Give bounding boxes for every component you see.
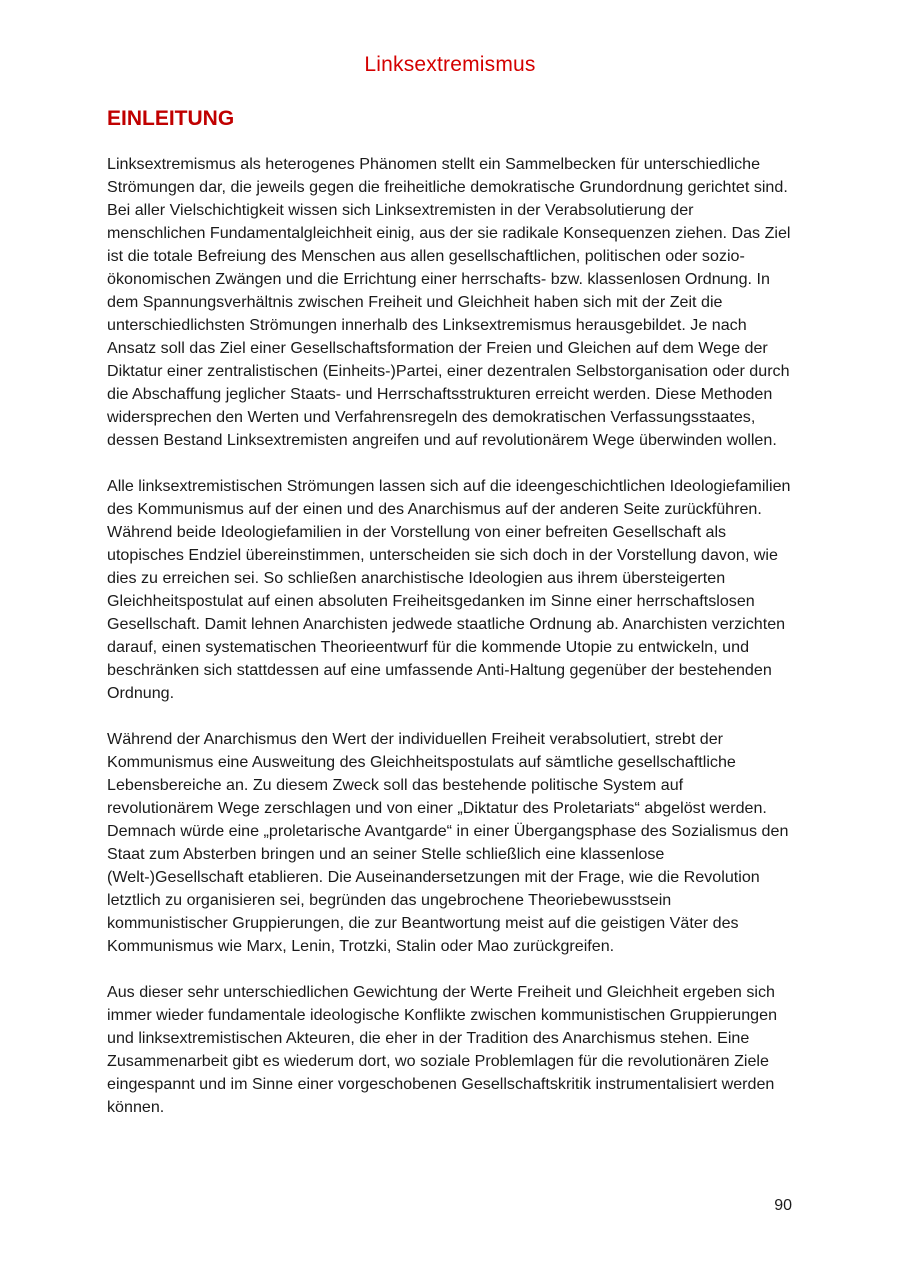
paragraph: Alle linksextremistischen Strömungen lassen sich auf die ideengeschichtlichen Ideologiefamilien des Kommunismus auf der einen und des Anarchismus auf der anderen Seite zurückführen. Während beide Ideologiefamilien in der Vorstellung von einer befreiten Gesellschaft als utopisches Endziel übereinstimmen, unterscheiden sie sich doch in der Vorstellung davon, wie dies zu erreichen sei. So schließen anarchistische Ideologien aus ihrem übersteigerten Gleichheitspostulat auf einen absoluten Freiheitsgedanken im Sinne einer herrschaftslosen Gesellschaft. Damit lehnen Anarchisten jedwede staatliche Ordnung ab. Anarchisten verzichten darauf, einen systematischen Theorieentwurf für die kommende Utopie zu entwickeln, und beschränken sich stattdessen auf eine umfassende Anti-Haltung gegenüber der bestehenden Ordnung. — [107, 477, 791, 702]
body-text — [107, 153, 793, 1142]
section-heading: EINLEITUNG — [107, 107, 235, 130]
running-header: Linksextremismus — [364, 53, 536, 76]
paragraph: Aus dieser sehr unterschiedlichen Gewichtung der Werte Freiheit und Gleichheit ergeben sich immer wieder fundamentale ideologische Konflikte zwischen kommunistischen Gruppierungen und linksextremistischen Akteuren, die eher in der Tradition des Anarchismus stehen. Eine Zusammenarbeit gibt es wiederum dort, wo soziale Problemlagen für die revolutionären Ziele eingespannt und im Sinne einer vorgeschobenen Gesellschaftskritik instrumentalisiert werden können. — [107, 983, 778, 1116]
paragraph: Linksextremismus als heterogenes Phänomen stellt ein Sammelbecken für unterschiedliche Strömungen dar, die jeweils gegen die freiheitliche demokratische Grundordnung gerichtet sind. Bei aller Vielschichtigkeit wissen sich Linksextremisten in der Verabsolutierung der menschlichen Fundamentalgleichheit einig, aus der sie radikale Konsequenzen ziehen. Das Ziel ist die totale Befreiung des Menschen aus allen gesellschaftlichen, politischen oder sozio-ökonomischen Zwängen und die Errichtung einer herrschafts- bzw. klassenlosen Ordnung. In dem Spannungsverhältnis zwischen Freiheit und Gleichheit haben sich mit der Zeit die unterschiedlichsten Strömungen innerhalb des Linksextremismus herausgebildet. Je nach Ansatz soll das Ziel einer Gesellschaftsformation der Freien und Gleichen auf dem Wege der Diktatur einer zentralistischen (Einheits-)Partei, einer dezentralen Selbstorganisation oder durch die Abschaffung jeglicher Staats- und Herrschaftsstrukturen erreicht werden. Diese Methoden widersprechen den Werten und Verfahrensregeln des demokratischen Verfassungsstaates, dessen Bestand Linksextremisten angreifen und auf revolutionärem Wege überwinden wollen. — [107, 155, 791, 449]
page-number: 90 — [774, 1197, 792, 1214]
paragraph: Während der Anarchismus den Wert der individuellen Freiheit verabsolutiert, strebt der Kommunismus eine Ausweitung des Gleichheitspostulats auf sämtliche gesellschaftliche Lebensbereiche an. Zu diesem Zweck soll das bestehende politische System auf revolutionärem Wege zerschlagen und von einer „Diktatur des Proletariats“ abgelöst werden. Demnach würde eine „proletarische Avantgarde“ in einer Übergangsphase des Sozialismus den Staat zum Absterben bringen und an seiner Stelle schließlich eine klassenlose (Welt-)Gesellschaft etablieren. Die Auseinandersetzungen mit der Frage, wie die Revolution letztlich zu organisieren sei, begründen das ungebrochene Theoriebewusstsein kommunistischer Gruppierungen, die zur Beantwortung meist auf die geistigen Väter des Kommunismus wie Marx, Lenin, Trotzki, Stalin oder Mao zurückgreifen. — [107, 730, 789, 955]
